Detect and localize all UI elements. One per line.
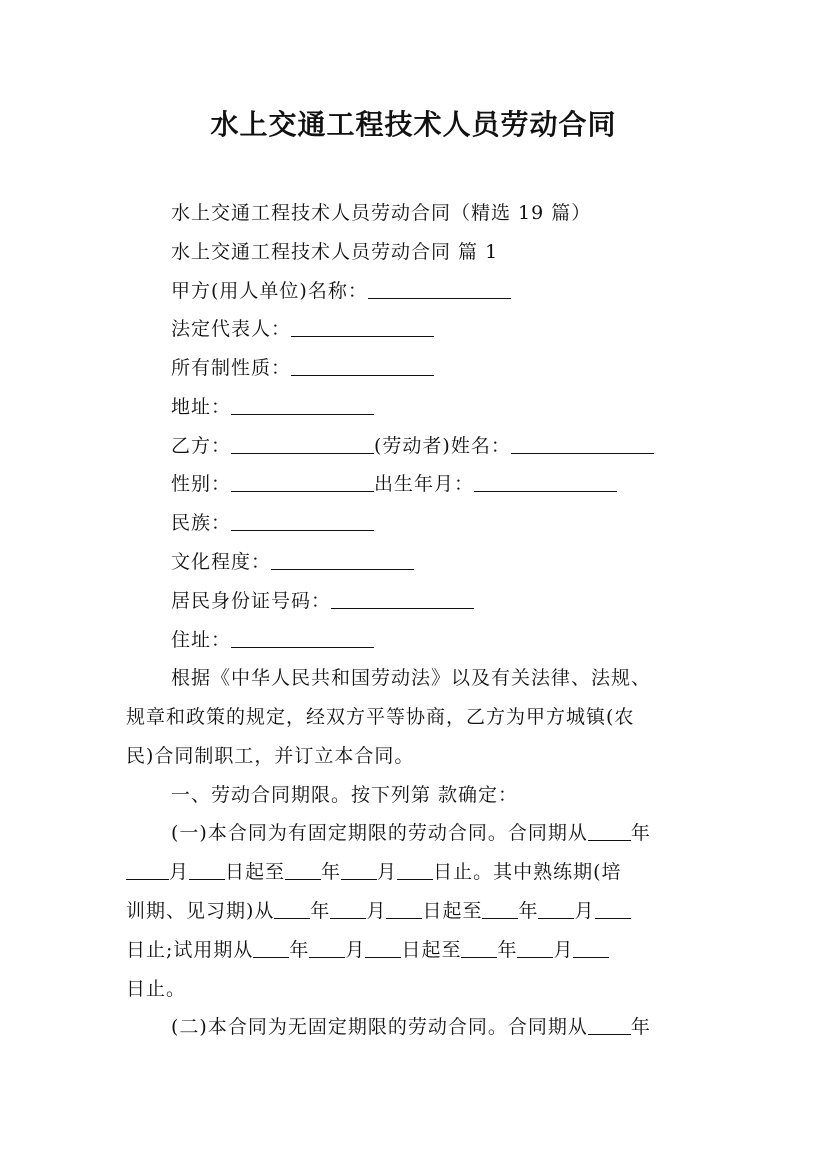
month-label: 月 (553, 939, 574, 961)
worker-name-blank (511, 435, 654, 454)
blank (397, 861, 433, 880)
id-number-blank (331, 590, 474, 609)
legal-rep-label: 法定代表人： (171, 318, 292, 340)
residence-row (171, 625, 374, 652)
blank (538, 900, 574, 919)
blank (189, 861, 225, 880)
birth-label: 出生年月： (374, 473, 475, 495)
blank (482, 900, 518, 919)
year-label: 年 (518, 900, 539, 922)
month-label: 月 (345, 939, 366, 961)
basis-line-2: 规章和政策的规定，经双方平等协商，乙方为甲方城镇(农 (126, 706, 635, 728)
blank (365, 939, 401, 958)
ownership-row (171, 353, 434, 380)
blank (341, 861, 377, 880)
year-label: 年 (289, 939, 310, 961)
year-label: 年 (497, 939, 518, 961)
residence-label: 住址： (171, 629, 232, 651)
ownership-label: 所有制性质： (171, 357, 292, 379)
party-b-row (171, 431, 654, 458)
ethnicity-blank (231, 512, 374, 531)
address-label: 地址： (171, 396, 232, 418)
month-label: 月 (574, 900, 595, 922)
blank (285, 861, 321, 880)
blank (253, 939, 289, 958)
basis-line-1: 根据《中华人民共和国劳动法》以及有关法律、法规、 (171, 667, 652, 689)
party-b-blank (231, 435, 374, 454)
address-row (171, 392, 374, 419)
residence-blank (231, 629, 374, 648)
training-label: 训期、见习期)从 (126, 900, 275, 922)
term-fixed-line-2 (126, 857, 621, 884)
party-a-name-row (171, 276, 511, 303)
legal-rep-row (171, 314, 434, 341)
term-open-line-1 (171, 1012, 651, 1039)
birth-blank (474, 473, 617, 492)
id-number-row (171, 586, 474, 613)
id-number-label: 居民身份证号码： (171, 590, 332, 612)
term-fixed-line-4 (126, 935, 609, 962)
education-row (171, 547, 414, 574)
subtitle-line: 水上交通工程技术人员劳动合同（精选 19 篇） (171, 202, 592, 224)
month-label: 月 (366, 900, 387, 922)
gender-blank (231, 473, 374, 492)
party-a-name-label: 甲方(用人单位)名称： (171, 280, 368, 302)
year-label: 年 (321, 861, 342, 883)
party-a-name-blank (368, 280, 511, 299)
worker-name-label: (劳动者)姓名： (374, 435, 511, 457)
blank (461, 939, 497, 958)
blank (386, 900, 422, 919)
year-label: 年 (630, 822, 651, 844)
blank (330, 900, 366, 919)
year-label: 年 (310, 900, 331, 922)
term-fixed-line-3 (126, 896, 631, 923)
chapter-heading: 水上交通工程技术人员劳动合同 篇 1 (171, 241, 499, 263)
day-from-label: 日起至 (422, 900, 483, 922)
blank (274, 900, 310, 919)
term-fixed-line-1 (171, 818, 651, 845)
term-open-text: (二)本合同为无固定期限的劳动合同。合同期从 (171, 1016, 588, 1038)
blank (588, 822, 631, 841)
party-b-label: 乙方： (171, 435, 232, 457)
education-blank (271, 551, 414, 570)
month-label: 月 (169, 861, 190, 883)
day-from-label: 日起至 (401, 939, 462, 961)
term-fixed-text: (一)本合同为有固定期限的劳动合同。合同期从 (171, 822, 588, 844)
day-from-label: 日起至 (225, 861, 286, 883)
term-fixed-line-5: 日止。 (126, 978, 187, 1000)
address-blank (231, 396, 374, 415)
year-label: 年 (630, 1016, 651, 1038)
document-title: 水上交通工程技术人员劳动合同 (210, 108, 617, 141)
ethnicity-row (171, 508, 374, 535)
legal-rep-blank (291, 318, 434, 337)
education-label: 文化程度： (171, 551, 272, 573)
gender-row (171, 469, 617, 496)
section-1-heading: 一、劳动合同期限。按下列第 款确定： (171, 784, 519, 806)
month-label: 月 (377, 861, 398, 883)
blank (126, 861, 169, 880)
basis-line-3: 民)合同制职工，并订立本合同。 (126, 745, 415, 767)
ownership-blank (291, 357, 434, 376)
day-end-label: 日止。其中熟练期(培 (433, 861, 622, 883)
blank (595, 900, 631, 919)
ethnicity-label: 民族： (171, 512, 232, 534)
blank (309, 939, 345, 958)
blank (588, 1016, 631, 1035)
blank (573, 939, 609, 958)
gender-label: 性别： (171, 473, 232, 495)
probation-label: 日止;试用期从 (126, 939, 254, 961)
blank (517, 939, 553, 958)
